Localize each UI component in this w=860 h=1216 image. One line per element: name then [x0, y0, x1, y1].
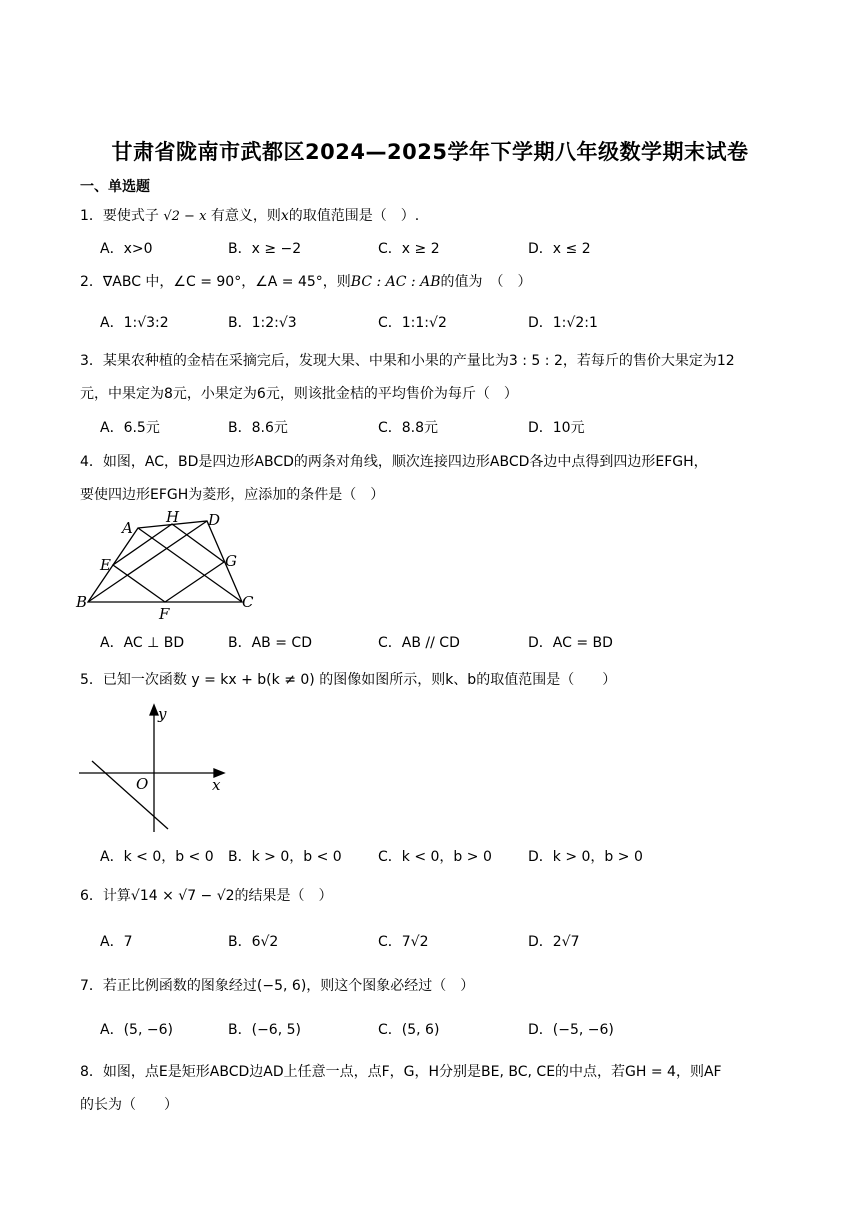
- page-title: 甘肃省陇南市武都区2024—2025学年下学期八年级数学期末试卷: [111, 140, 749, 164]
- q5-option-a: A．k < 0，b < 0: [100, 849, 214, 865]
- label-d: D: [208, 511, 221, 529]
- label-a: A: [122, 519, 133, 537]
- q2-ratio-expression: BC : AC : AB: [350, 274, 441, 290]
- q2-option-d: D．1:√2:1: [528, 315, 598, 331]
- q1-text-b: 有意义，则: [210, 208, 281, 224]
- q1-variable: x: [280, 208, 289, 224]
- q2-option-b: B．1:2:√3: [228, 315, 297, 331]
- q6-option-b: B．6√2: [228, 934, 279, 950]
- q2-text-a: 2．∇ABC 中，∠C = 90°，∠A = 45°，则: [80, 274, 351, 290]
- q1-text-c: 的取值范围是（ ）.: [288, 208, 420, 224]
- q5-option-d: D．k > 0，b > 0: [528, 849, 643, 865]
- question-3-line-1: 3．某果农种植的金桔在采摘完后，发现大果、中果和小果的产量比为3 : 5 : 2，若每斤的售价大果定为12: [80, 353, 735, 369]
- question-7-line-1: 7．若正比例函数的图象经过(−5, 6)，则这个图象必经过（ ）: [80, 978, 475, 994]
- q2-option-c: C．1:1:√2: [378, 315, 447, 331]
- q7-option-c: C．(5, 6): [378, 1022, 440, 1038]
- q7-option-b: B．(−6, 5): [228, 1022, 301, 1038]
- q4-option-a: A．AC ⊥ BD: [100, 635, 185, 651]
- q1-option-a: A．x>0: [100, 241, 153, 257]
- q2-text-c: 的值为 （ ）: [440, 274, 532, 290]
- label-h: H: [166, 508, 180, 526]
- q4-option-c: C．AB // CD: [378, 635, 460, 651]
- q1-option-d: D．x ≤ 2: [528, 241, 591, 257]
- q2-option-a: A．1:√3:2: [100, 315, 169, 331]
- label-c: C: [242, 593, 254, 611]
- label-origin: O: [136, 775, 149, 793]
- q3-option-c: C．8.8元: [378, 420, 439, 436]
- q5-option-b: B．k > 0，b < 0: [228, 849, 342, 865]
- q6-option-a: A．7: [100, 934, 133, 950]
- label-g: G: [225, 552, 237, 570]
- q1-radical-expression: √2 − x: [163, 209, 207, 224]
- y-axis-arrow-icon: [150, 705, 158, 715]
- q3-option-a: A．6.5元: [100, 420, 160, 436]
- linear-function-graph: [74, 700, 234, 838]
- label-x: x: [212, 776, 221, 794]
- question-2-stem: [80, 271, 532, 291]
- function-line: [92, 761, 168, 829]
- q6-option-d: D．2√7: [528, 934, 580, 950]
- question-8-line-1: 8．如图，点E是矩形ABCD边AD上任意一点，点F，G，H分别是BE, BC, CE的中点，若GH = 4，则AF: [80, 1064, 722, 1080]
- q3-option-b: B．8.6元: [228, 420, 288, 436]
- label-e: E: [100, 556, 111, 574]
- label-f: F: [159, 605, 170, 623]
- question-5-line-1: 5．已知一次函数 y = kx + b(k ≠ 0) 的图像如图所示，则k、b的取值范围是（ ）: [80, 672, 617, 688]
- question-6-line-1: 6．计算√14 × √7 − √2的结果是（ ）: [80, 888, 333, 904]
- q7-option-d: D．(−5, −6): [528, 1022, 614, 1038]
- q7-option-a: A．(5, −6): [100, 1022, 173, 1038]
- quadrilateral-figure: [72, 506, 272, 624]
- question-1-stem: [80, 205, 419, 225]
- question-4-line-1: 4．如图，AC，BD是四边形ABCD的两条对角线，顺次连接四边形ABCD各边中点得到四边形EFGH，: [80, 454, 708, 470]
- label-b: B: [76, 593, 88, 611]
- q4-option-d: D．AC = BD: [528, 635, 613, 651]
- question-8-line-2: 的长为（ ）: [80, 1097, 178, 1113]
- question-3-line-2: 元，中果定为8元，小果定为6元，则该批金桔的平均售价为每斤（ ）: [80, 386, 518, 402]
- section-heading: 一、单选题: [80, 179, 150, 195]
- question-4-line-2: 要使四边形EFGH为菱形，应添加的条件是（ ）: [80, 487, 385, 503]
- q5-option-c: C．k < 0，b > 0: [378, 849, 492, 865]
- quadrilateral-abcd: [88, 521, 242, 602]
- q1-option-c: C．x ≥ 2: [378, 241, 440, 257]
- q6-option-c: C．7√2: [378, 934, 429, 950]
- q4-option-b: B．AB = CD: [228, 635, 312, 651]
- label-y: y: [158, 705, 167, 723]
- q1-text-a: 1．要使式子: [80, 208, 159, 224]
- q3-option-d: D．10元: [528, 420, 585, 436]
- q1-option-b: B．x ≥ −2: [228, 241, 302, 257]
